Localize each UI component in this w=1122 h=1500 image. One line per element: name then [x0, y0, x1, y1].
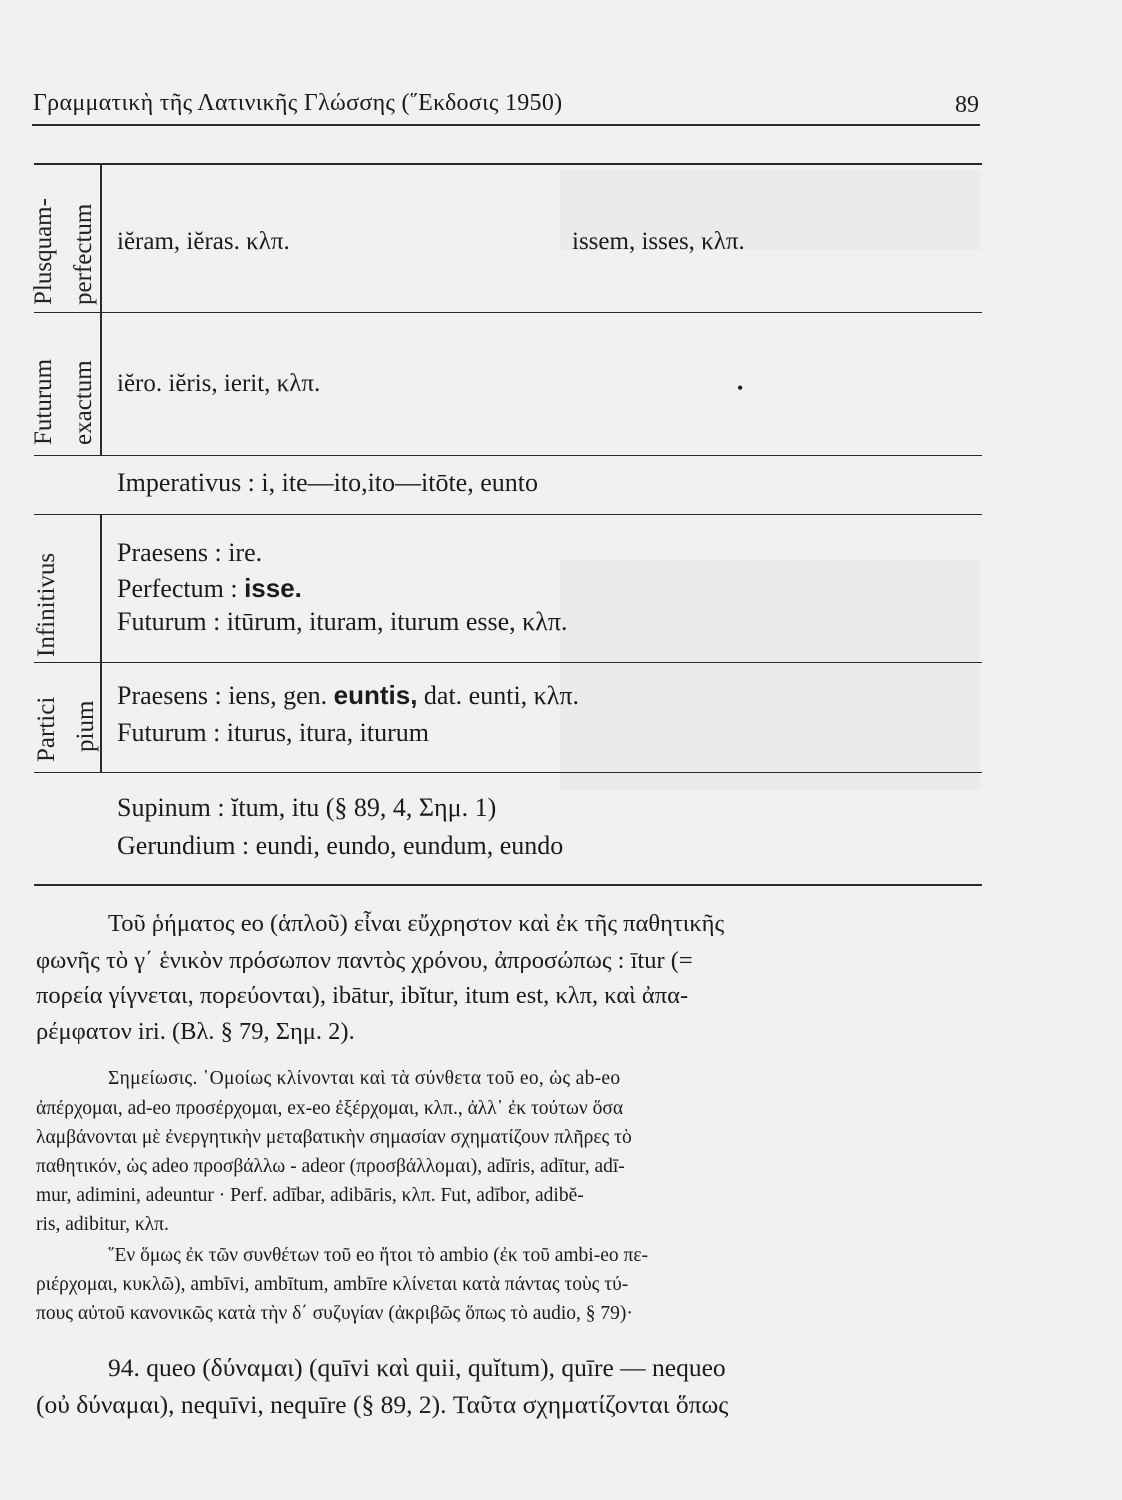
infinitivus-perfectum-lead: Perfectum : [117, 574, 238, 603]
note-line: Σημείωσις. ῾Ομοίως κλίνονται καὶ τὰ σύνθετα τοῦ eo, ὡς ab-eo [108, 1068, 621, 1089]
infinitivus-praesens: Praesens : ire. [117, 538, 263, 567]
label-perfectum: perfectum [70, 203, 97, 305]
row-rule [34, 772, 982, 773]
participium-praesens [117, 680, 579, 711]
note-line: πους αὐτοῦ κανονικῶς κατὰ τὴν δ΄ συζυγίαν (ἀκριβῶς ὅπως τὸ audio, § 79)· [36, 1303, 633, 1324]
label-divider [100, 514, 102, 772]
note-line: λαμβάνονται μὲ ἐνεργητικὴν μεταβατικὴν σημασίαν σχηματίζουν πλῆρες τὸ [36, 1127, 632, 1148]
note-line: ris, adibitur, κλπ. [36, 1214, 169, 1235]
label-divider [100, 163, 102, 455]
note-line: ἀπέρχομαι, ad-eo προσέρχομαι, ex-eo ἐξέρχομαι, κλπ., ἀλλ᾽ ἐκ τούτων ὅσα [36, 1098, 624, 1119]
infinitivus-perfectum [117, 573, 302, 604]
participium-praesens-tail: dat. eunti, κλπ. [423, 681, 580, 710]
plusquam-subjunctive: issem, isses, κλπ. [572, 228, 745, 255]
note-line: ῞Εν ὅμως ἐκ τῶν συνθέτων τοῦ eo ἤτοι τὸ ambio (ἐκ τοῦ ambi-eo πε- [108, 1245, 649, 1266]
row-rule [34, 312, 982, 313]
participium-praesens-lead: Praesens : iens, gen. [117, 681, 328, 710]
imperativus-row: Imperativus : i, ite—ito,ito—itōte, eunto [117, 468, 538, 497]
note-line: παθητικόν, ὡς adeo προσβάλλω - adeor (προσβάλλομαι), adīris, adītur, adī- [36, 1156, 625, 1177]
label-exactum: exactum [70, 360, 97, 445]
label-partici: Partici [33, 696, 60, 762]
label-futurum: Futurum [30, 358, 57, 445]
row-rule [34, 662, 982, 663]
participium-futurum: Futurum : iturus, itura, iturum [117, 718, 429, 747]
supinum-row: Supinum : ĭtum, itu (§ 89, 4, Σημ. 1) [117, 793, 497, 822]
paragraph-line: ρέμφατον iri. (Βλ. § 79, Σημ. 2). [36, 1018, 355, 1045]
paragraph-line: Τοῦ ῥήματος eo (ἁπλοῦ) εἶναι εὔχρηστον καὶ ἐκ τῆς παθητικῆς [108, 910, 725, 937]
table-top-rule [34, 163, 982, 165]
row-rule [34, 455, 982, 456]
participium-praesens-genitive: euntis, [333, 680, 418, 710]
table-bottom-rule [34, 884, 982, 886]
plusquam-indicative: iĕram, iĕras. κλπ. [117, 228, 290, 255]
paragraph-line: φωνῆς τὸ γ΄ ἑνικὸν πρόσωπον παντὸς χρόνου, ἀπροσώπως : ītur (= [36, 947, 693, 974]
note-line: ριέρχομαι, κυκλῶ), ambīvi, ambītum, ambīre κλίνεται κατὰ πάντας τοὺς τύ- [36, 1274, 629, 1295]
label-plusquam: Plusquam- [30, 198, 57, 305]
header-rule [32, 124, 980, 126]
futurum-exactum-mark: • [737, 378, 744, 398]
gerundium-row: Gerundium : eundi, eundo, eundum, eundo [117, 831, 564, 860]
section-94-line: (οὐ δύναμαι), nequīvi, nequīre (§ 89, 2). Ταῦτα σχηματίζονται ὅπως [36, 1390, 729, 1419]
row-rule [34, 514, 982, 515]
futurum-exactum-indicative: iĕro. iĕris, ierit, κλπ. [117, 370, 321, 397]
page-number: 89 [955, 92, 979, 118]
running-header-title: Γραμματικὴ τῆς Λατινικῆς Γλώσσης (῞Εκδοσις 1950) [33, 90, 563, 116]
infinitivus-futurum: Futurum : itūrum, ituram, iturum esse, κλπ. [117, 607, 568, 636]
note-line: mur, adimini, adeuntur · Perf. adībar, adibāris, κλπ. Fut, adībor, adibĕ- [36, 1185, 584, 1206]
label-infinitivus: Infinitivus [33, 552, 60, 657]
infinitivus-perfectum-form: isse. [244, 573, 302, 603]
section-94-line: 94. queo (δύναμαι) (quīvi καὶ quii, quĭtum), quīre — nequeo [108, 1353, 726, 1382]
paragraph-line: πορεία γίγνεται, πορεύονται), ibātur, ibĭtur, itum est, κλπ, καὶ ἀπα- [36, 982, 689, 1009]
bleed-through [560, 560, 980, 790]
label-pium: pium [72, 700, 99, 752]
